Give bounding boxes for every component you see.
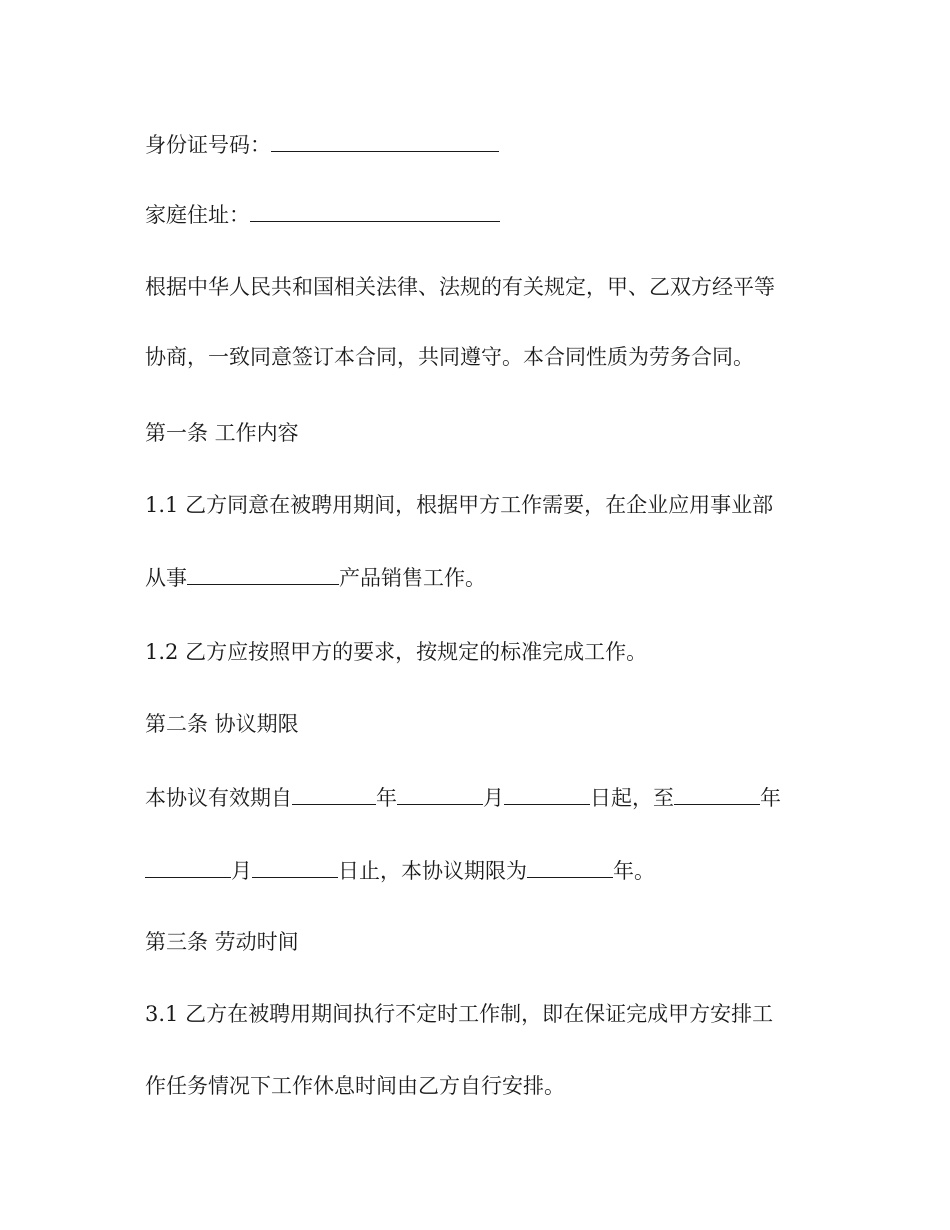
- article-3-heading: [145, 927, 825, 957]
- line-text: 1.1 乙方同意在被聘用期间，根据甲方工作需要，在企业应用事业部: [145, 493, 774, 517]
- clause-1-2: [145, 637, 825, 667]
- line-text: 第三条 劳动时间: [145, 930, 299, 954]
- line-text: 1.2 乙方应按照甲方的要求，按规定的标准完成工作。: [145, 640, 648, 664]
- line-text: 本协议有效期自: [145, 786, 292, 810]
- line-text: 产品销售工作。: [339, 566, 486, 590]
- line-text: 年: [376, 786, 397, 810]
- line-text: 家庭住址：: [145, 203, 250, 227]
- fill-in-blank: [397, 786, 483, 805]
- fill-in-blank: [504, 786, 590, 805]
- article-1-heading: [145, 418, 825, 448]
- article-2-heading: [145, 709, 825, 739]
- id-number-line: [145, 130, 825, 160]
- fill-in-blank: [674, 786, 760, 805]
- line-text: 第二条 协议期限: [145, 712, 299, 736]
- fill-in-blank: [271, 133, 499, 152]
- line-text: 身份证号码：: [145, 133, 271, 157]
- line-text: 日起，至: [590, 786, 674, 810]
- fill-in-blank: [252, 859, 338, 878]
- line-text: 3.1 乙方在被聘用期间执行不定时工作制，即在保证完成甲方安排工: [145, 1002, 774, 1026]
- line-text: 根据中华人民共和国相关法律、法规的有关规定，甲、乙双方经平等: [145, 275, 775, 299]
- fill-in-blank: [187, 566, 339, 585]
- term-line-1: [145, 783, 825, 813]
- clause-1-1-line-1: [145, 490, 825, 520]
- clause-3-1-line-1: [145, 999, 825, 1029]
- line-text: 协商，一致同意签订本合同，共同遵守。本合同性质为劳务合同。: [145, 345, 754, 369]
- term-line-2: [145, 856, 825, 886]
- line-text: 作任务情况下工作休息时间由乙方自行安排。: [145, 1074, 565, 1098]
- line-text: 年: [760, 786, 781, 810]
- fill-in-blank: [292, 786, 376, 805]
- preamble-line-2: [145, 342, 825, 372]
- preamble-line-1: [145, 272, 825, 302]
- line-text: 年。: [613, 859, 655, 883]
- home-address-line: [145, 200, 825, 230]
- clause-1-1-line-2: [145, 563, 825, 593]
- line-text: 月: [231, 859, 252, 883]
- line-text: 日止，本协议期限为: [338, 859, 527, 883]
- clause-3-1-line-2: [145, 1071, 825, 1101]
- fill-in-blank: [145, 859, 231, 878]
- fill-in-blank: [250, 203, 500, 222]
- line-text: 从事: [145, 566, 187, 590]
- line-text: 月: [483, 786, 504, 810]
- line-text: 第一条 工作内容: [145, 421, 299, 445]
- fill-in-blank: [527, 859, 613, 878]
